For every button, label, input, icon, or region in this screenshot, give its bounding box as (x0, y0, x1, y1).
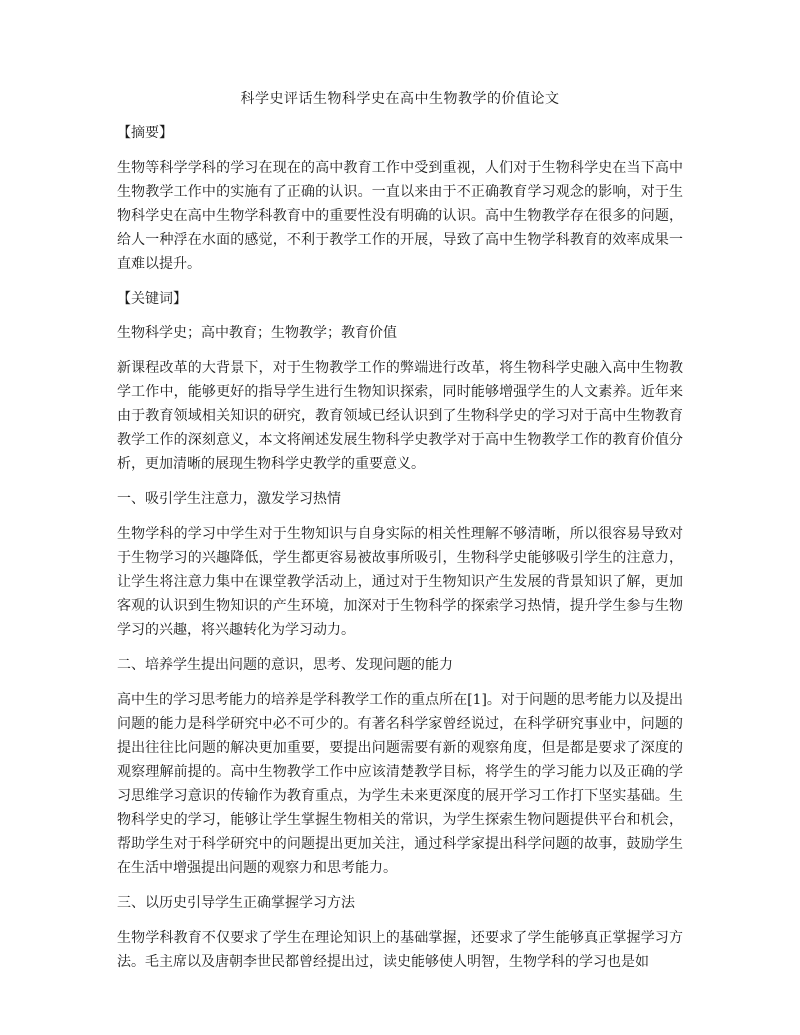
section-1-paragraph: 生物学科的学习中学生对于生物知识与自身实际的相关性理解不够清晰，所以很容易导致对于生物学习的兴趣降低，学生都更容易被故事所吸引，生物科学史能够吸引学生的注意力，让学生将注意力集中在课堂教学活动上，通过对于生物知识产生发展的背景知识了解，更加客观的认识到生物知识的产生环境，加深对于生物科学的探索学习热情，提升学生参与生物学习的兴趣，将兴趣转化为学习动力。 (117, 526, 683, 638)
keywords-text: 生物科学史；高中教育；生物教学；教育价值 (117, 325, 397, 341)
keywords-heading: 【关键词】 (117, 291, 187, 307)
abstract-heading: 【摘要】 (117, 125, 173, 141)
section-1-heading: 一、吸引学生注意力，激发学习热情 (117, 491, 341, 507)
abstract-paragraph: 生物等科学学科的学习在现在的高中教育工作中受到重视，人们对于生物科学史在当下高中生物教学工作中的实施有了正确的认识。一直以来由于不正确教育学习观念的影响，对于生物科学史在高中生物学科教育中的重要性没有明确的认识。高中生物教学存在很多的问题，给人一种浮在水面的感觉，不利于教学工作的开展，导致了高中生物学科教育的效率成果一直难以提升。 (117, 160, 683, 272)
section-3-paragraph: 生物学科教育不仅要求了学生在理论知识上的基础掌握，还要求了学生能够真正掌握学习方法。毛主席以及唐朝李世民都曾经提出过，读史能够使人明智，生物学科的学习也是如 (117, 930, 683, 970)
section-2-heading: 二、培养学生提出问题的意识，思考、发现问题的能力 (117, 657, 453, 673)
section-2-paragraph: 高中生的学习思考能力的培养是学科教学工作的重点所在[1]。对于问题的思考能力以及提出问题的能力是科学研究中必不可少的。有著名科学家曾经说过，在科学研究事业中，问题的提出往往比问题的解决更加重要，要提出问题需要有新的观察角度，但是都是要求了深度的观察理解前提的。高中生物教学工作中应该清楚教学目标，将学生的学习能力以及正确的学习思维学习意识的传输作为教育重点，为学生未来更深度的展开学习工作打下坚实基础。生物科学史的学习，能够让学生掌握生物相关的常识，为学生探索生物问题提供平台和机会，帮助学生对于科学研究中的问题提出更加关注，通过科学家提出科学问题的故事，鼓励学生在生活中增强提出问题的观察力和思考能力。 (117, 692, 683, 876)
document-title: 科学史评话生物科学史在高中生物教学的价值论文 (240, 91, 560, 107)
intro-paragraph: 新课程改革的大背景下，对于生物教学工作的弊端进行改革，将生物科学史融入高中生物教学工作中，能够更好的指导学生进行生物知识探索，同时能够增强学生的人文素养。近年来由于教育领域相关知识的研究，教育领域已经认识到了生物科学史的学习对于高中生物教育教学工作的深刻意义，本文将阐述发展生物科学史教学对于高中生物教学工作的教育价值分析，更加清晰的展现生物科学史教学的重要意义。 (117, 360, 683, 472)
section-3-heading: 三、以历史引导学生正确掌握学习方法 (117, 895, 355, 911)
document-page (117, 88, 683, 986)
